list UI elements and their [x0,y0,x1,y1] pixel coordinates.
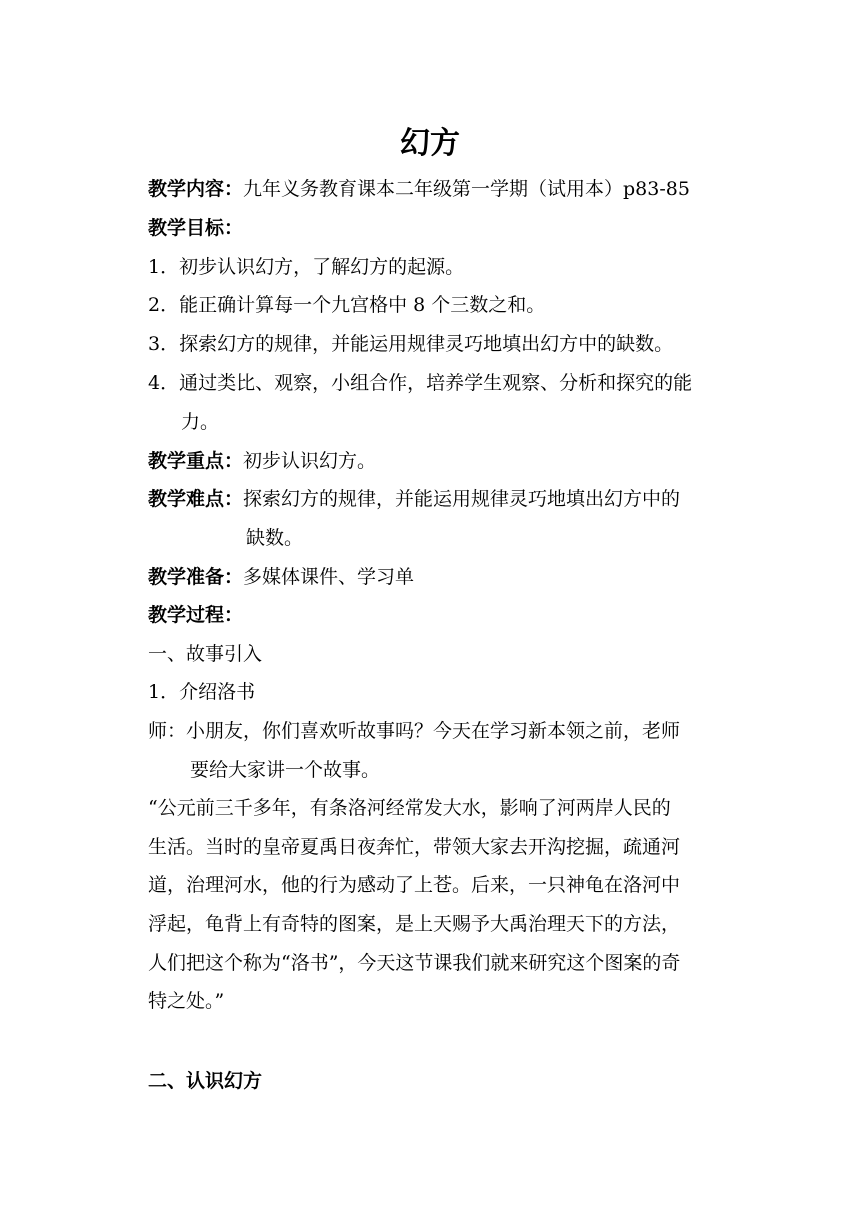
step-heading-1: 1．介绍洛书 [148,681,256,703]
story-line: 道，治理河水，他的行为感动了上苍。后来，一只神龟在洛河中 [148,874,681,896]
story-line: “公元前三千多年，有条洛河经常发大水，影响了河两岸人民的 [148,797,671,819]
difficulty-line [148,486,728,512]
goal-item-4-continuation: 力。 [181,411,220,433]
key-point-text: 初步认识幻方。 [243,450,377,472]
goal-number: 1． [148,256,180,278]
goal-text: 探索幻方的规律，并能运用规律灵巧地填出幻方中的缺数。 [179,333,674,355]
difficulty-text: 探索幻方的规律，并能运用规律灵巧地填出幻方中的 [243,488,681,510]
process-label: 教学过程： [148,604,244,626]
story-line: 生活。当时的皇帝夏禹日夜奔忙，带领大家去开沟挖掘，疏通河 [148,836,681,858]
goal-text: 初步认识幻方，了解幻方的起源。 [179,256,465,278]
goal-item-3 [148,331,728,357]
section-heading-2: 二、认识幻方 [148,1070,263,1092]
goal-number: 4． [148,372,180,394]
goal-text: 通过类比、观察，小组合作，培养学生观察、分析和探究的能 [179,372,693,394]
difficulty-label: 教学难点： [148,488,244,510]
teacher-continuation: 要给大家讲一个故事。 [190,759,381,781]
goal-item-4 [148,370,728,396]
key-point-line [148,448,728,474]
preparation-line [148,564,728,590]
goal-number: 2． [148,294,180,316]
goal-item-1 [148,254,728,280]
section-heading-1: 一、故事引入 [148,643,263,665]
teaching-content-label: 教学内容： [148,178,244,200]
story-line: 浮起，龟背上有奇特的图案，是上天赐予大禹治理天下的方法， [148,913,681,935]
difficulty-continuation: 缺数。 [246,527,304,549]
key-point-label: 教学重点： [148,450,244,472]
preparation-label: 教学准备： [148,566,244,588]
teacher-line [148,718,728,744]
teacher-speaker: 师： [148,720,187,742]
goal-text: 能正确计算每一个九宫格中 8 个三数之和。 [179,294,546,316]
page-title: 幻方 [400,126,460,161]
preparation-text: 多媒体课件、学习单 [243,566,415,588]
goal-item-2 [148,292,728,318]
teaching-content-line [148,176,728,202]
story-line: 特之处。” [148,990,225,1012]
teaching-goals-label: 教学目标： [148,217,244,239]
story-line: 人们把这个称为“洛书”，今天这节课我们就来研究这个图案的奇 [148,952,681,974]
teacher-text: 小朋友，你们喜欢听故事吗？今天在学习新本领之前，老师 [186,720,681,742]
teaching-content-text: 九年义务教育课本二年级第一学期（试用本）p83-85 [243,178,690,200]
goal-number: 3． [148,333,180,355]
